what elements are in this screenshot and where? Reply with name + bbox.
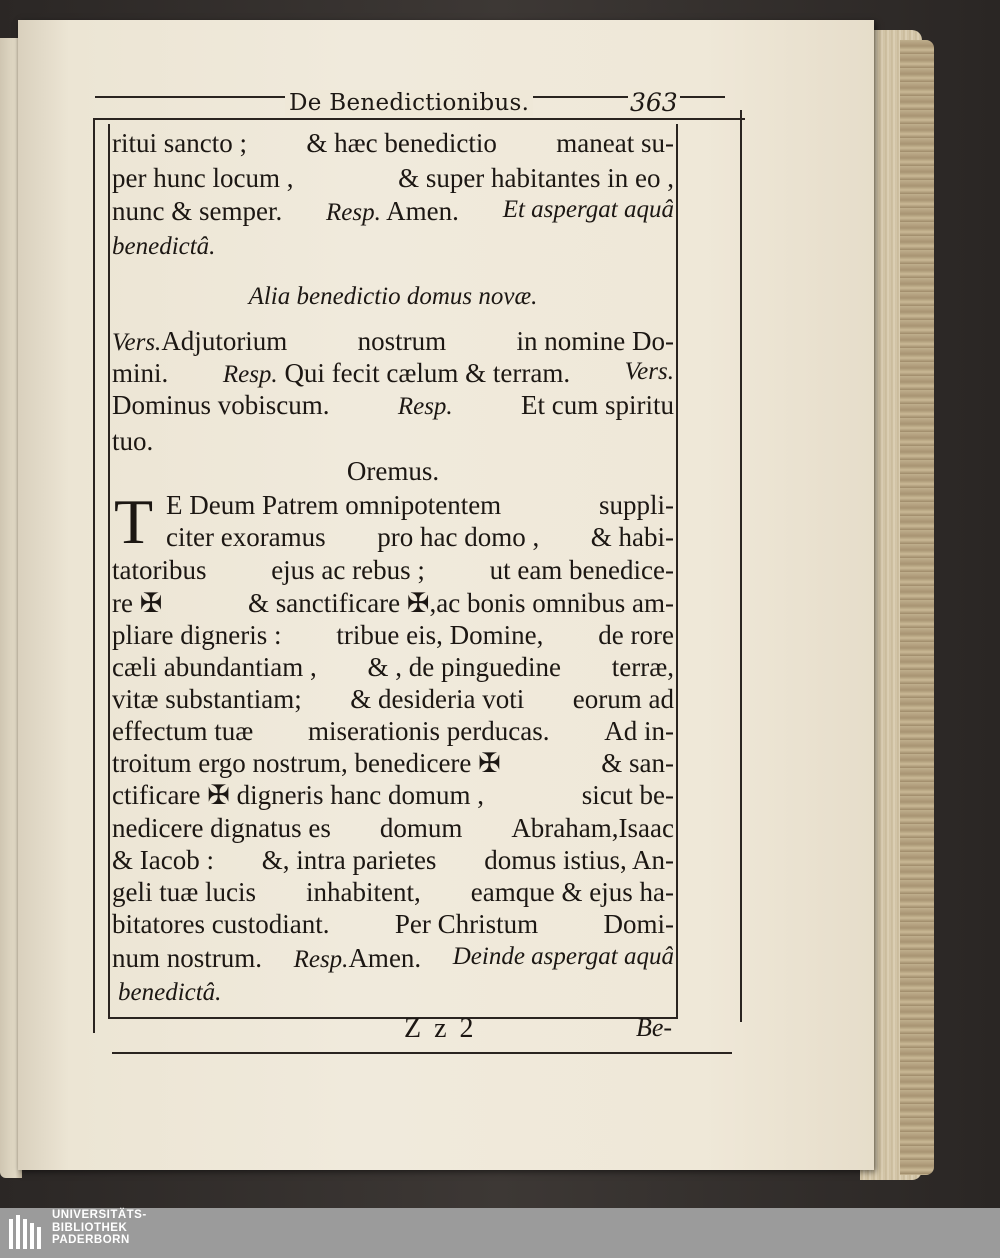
text-span: pliare digneris : <box>112 620 282 650</box>
text-span: Abraham,Isaac <box>511 813 674 843</box>
vers-label: Vers. <box>624 358 674 385</box>
text-span: troitum ergo nostrum, benedicere <box>112 748 472 778</box>
text-span: nedicere dignatus es <box>112 813 331 843</box>
catchword: Be- <box>636 1013 673 1042</box>
prayer-line-3 <box>112 555 674 586</box>
header-rule-bottom <box>95 118 745 120</box>
prayer-line-6 <box>112 652 674 683</box>
text-span: & san- <box>601 748 674 778</box>
text-span: inhabitent, <box>306 877 421 907</box>
resp-label: Resp. <box>397 393 453 420</box>
prayer-line-10 <box>112 780 674 811</box>
prayer-line-7 <box>112 684 674 715</box>
text-span: suppli- <box>598 490 674 520</box>
text-span: ctificare <box>112 780 201 810</box>
prayer-line-12 <box>112 845 674 876</box>
text-line-7 <box>112 390 674 421</box>
text-span: & hæc benedictio <box>306 128 497 158</box>
text-span: eorum ad <box>572 684 674 714</box>
rubric-text: Et aspergat aquâ <box>502 196 674 223</box>
rubric-text: Deinde aspergat aquâ <box>452 943 674 970</box>
vers-label: Vers. <box>112 329 162 356</box>
text-span: & sanctificare <box>247 588 401 618</box>
text-line-1 <box>112 128 674 159</box>
cross-icon: ✠ <box>207 780 230 810</box>
prayer-line-1 <box>166 490 674 521</box>
prayer-line-11 <box>112 813 674 844</box>
logo-line: UNIVERSITÄTS- <box>52 1209 147 1221</box>
prayer-line-14 <box>112 909 674 940</box>
text-span: geli tuæ lucis <box>112 877 256 907</box>
text-span: E Deum Patrem omnipotentem <box>166 490 502 520</box>
signature-mark: Z z 2 <box>404 1013 477 1044</box>
text-span: Et cum spiritu <box>521 390 674 420</box>
prayer-line-9 <box>112 748 674 779</box>
library-logo-text <box>52 1209 147 1247</box>
text-span: sicut be- <box>581 780 674 810</box>
prayer-line-16: benedictâ. <box>118 979 222 1006</box>
text-span: eamque & ejus ha- <box>470 877 674 907</box>
text-span: pro hac domo , <box>377 522 540 552</box>
text-span: ritui sancto ; <box>112 128 247 158</box>
book-cover-edge <box>900 40 934 1175</box>
text-line-8: tuo. <box>112 426 154 456</box>
text-span: terræ, <box>611 652 674 682</box>
text-span: citer exoramus <box>166 522 326 552</box>
text-span: Domi- <box>603 909 674 939</box>
prayer-line-2 <box>166 522 674 553</box>
text-span: nunc & semper. <box>112 196 283 226</box>
running-title: De Benedictionibus. <box>285 90 533 116</box>
text-span: vitæ substantiam; <box>112 684 302 714</box>
text-span: nostrum <box>357 326 447 356</box>
text-span: domus istius, An- <box>484 845 674 875</box>
oremus-heading: Oremus. <box>346 456 440 486</box>
text-line-6 <box>112 358 674 389</box>
prayer-line-15 <box>112 943 674 974</box>
outer-frame-right <box>740 110 742 1022</box>
text-span: ejus ac rebus ; <box>271 555 425 585</box>
text-span: & super habitantes in eo , <box>398 163 674 193</box>
text-span: & , de pinguedine <box>367 652 561 682</box>
resp-label: Resp. <box>293 946 349 973</box>
text-span: tribue eis, Domine, <box>336 620 544 650</box>
text-span: num nostrum. <box>112 943 263 973</box>
text-line-4: benedictâ. <box>112 233 216 260</box>
prayer-line-8 <box>112 716 674 747</box>
resp-label: Resp. <box>222 361 278 388</box>
frame-bottom-rule <box>108 1017 678 1019</box>
text-span: bitatores custodiant. <box>112 909 330 939</box>
cross-icon: ✠ <box>139 588 163 618</box>
resp-label: Resp. <box>326 199 381 226</box>
footer-rule <box>112 1052 732 1054</box>
prayer-line-4 <box>112 588 674 619</box>
prayer-line-5 <box>112 620 674 651</box>
text-span: miserationis perducas. <box>308 716 550 746</box>
text-span: digneris hanc domum , <box>236 780 485 810</box>
text-span: Ad in- <box>604 716 674 746</box>
text-span: Adjutorium <box>161 326 288 356</box>
text-span: re <box>112 588 133 618</box>
prayer-line-13 <box>112 877 674 908</box>
text-span: per hunc locum , <box>112 163 294 193</box>
text-span: de rore <box>598 620 674 650</box>
text-line-2 <box>112 163 674 194</box>
text-span: Per Christum <box>394 909 539 939</box>
text-span: Qui fecit cælum & terram. <box>284 358 571 388</box>
text-span: &, intra parietes <box>261 845 437 875</box>
logo-line: BIBLIOTHEK <box>52 1221 128 1234</box>
text-span: Dominus vobiscum. <box>112 390 330 420</box>
text-span: Amen. <box>386 196 459 226</box>
text-span: ,ac bonis omnibus am- <box>429 588 674 618</box>
outer-frame-left <box>93 118 95 1033</box>
text-span: Amen. <box>348 943 422 973</box>
library-logo-icon <box>8 1213 44 1253</box>
text-span: & habi- <box>590 522 674 552</box>
text-span: tatoribus <box>112 555 207 585</box>
logo-line: PADERBORN <box>52 1234 130 1246</box>
text-span: effectum tuæ <box>112 716 254 746</box>
text-line-5 <box>112 326 674 357</box>
text-line-3 <box>112 196 674 227</box>
text-span: maneat su- <box>556 128 674 158</box>
text-span: & desideria voti <box>350 684 525 714</box>
page-number: 363 <box>630 88 678 117</box>
text-span: domum <box>379 813 463 843</box>
subheading: Alia benedictio domus novæ. <box>248 283 538 310</box>
text-span: & Iacob : <box>112 845 214 875</box>
drop-cap: T <box>114 486 154 557</box>
text-span: in nomine Do- <box>516 326 674 356</box>
text-span: cæli abundantiam , <box>112 652 317 682</box>
cross-icon: ✠ <box>406 588 430 618</box>
cross-icon: ✠ <box>478 748 501 778</box>
text-span: ut eam benedice- <box>489 555 674 585</box>
library-footer-bar <box>0 1208 1000 1258</box>
text-span: mini. <box>112 358 169 388</box>
